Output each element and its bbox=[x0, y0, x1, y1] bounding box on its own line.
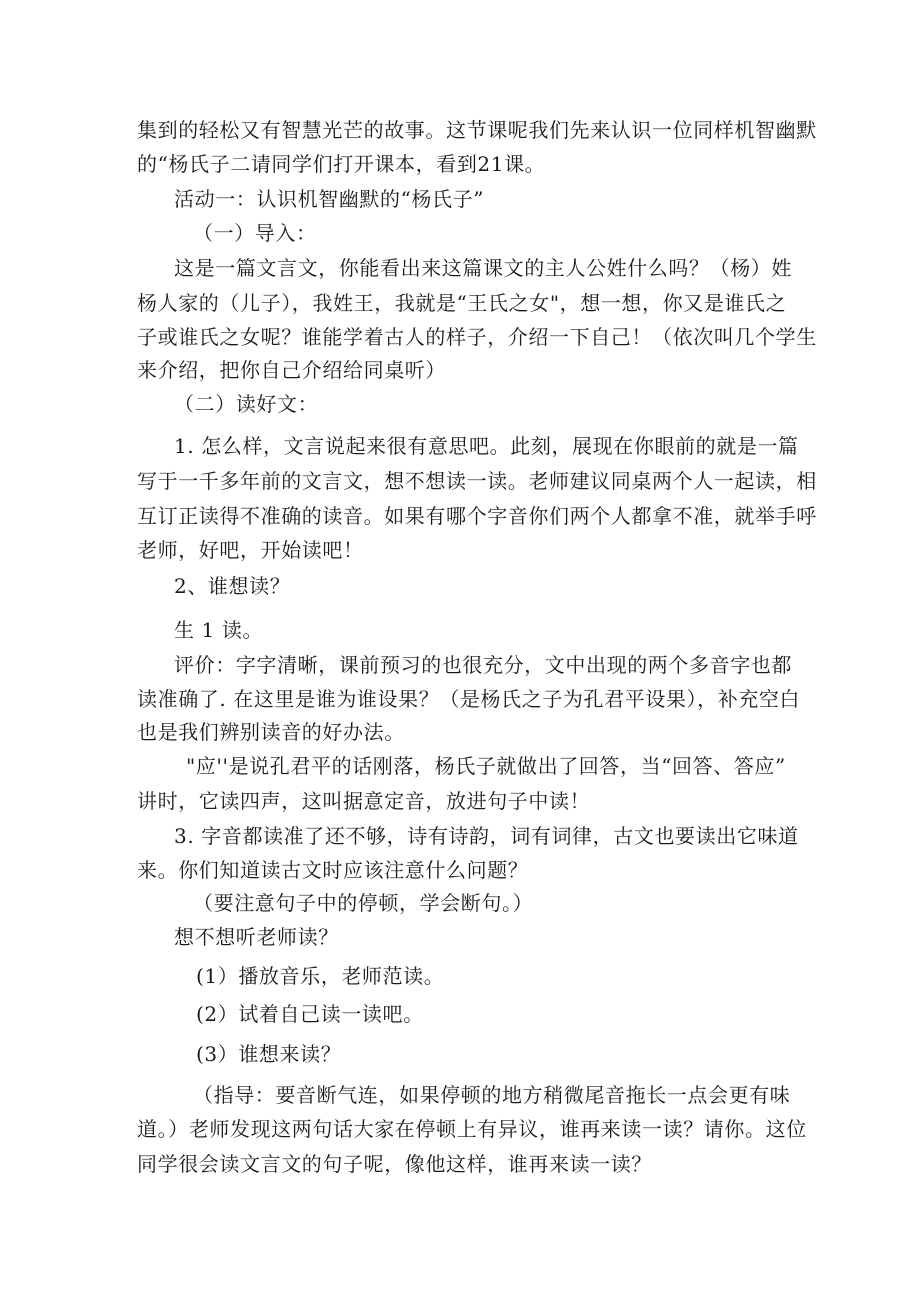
subsection-heading: （一）导入： bbox=[193, 221, 317, 245]
section-heading: 活动一：认识机智幽默的“杨氏子” bbox=[174, 187, 485, 211]
list-item: (3）谁想来读？ bbox=[196, 1042, 342, 1066]
text-line: 集到的轻松又有智慧光芒的故事。这节课呢我们先来认识一位同样机智幽默 bbox=[137, 118, 817, 142]
text-line: 来介绍，把你自己介绍给同桌听） bbox=[137, 358, 446, 382]
list-item: (1）播放音乐，老师范读。 bbox=[196, 964, 445, 988]
text-line: 道。）老师发现这两句话大家在停顿上有异议，谁再来读一读？请你。这位 bbox=[137, 1117, 807, 1141]
text-line: 讲时，它读四声，这叫据意定音，放进句子中读！ bbox=[137, 789, 591, 813]
text-line: 也是我们辨别读音的好办法。 bbox=[137, 720, 405, 744]
text-line: 子或谁氏之女呢？谁能学着古人的样子，介绍一下自己！（依次叫几个学生 bbox=[137, 325, 817, 349]
text-line: 老师，好吧，开始读吧！ bbox=[137, 538, 364, 562]
text-line: 生 1 读。 bbox=[174, 618, 264, 642]
text-line: 1. 怎么样，文言说起来很有意思吧。此刻，展现在你眼前的就是一篇 bbox=[174, 434, 799, 458]
text-line: 2、谁想读？ bbox=[174, 574, 291, 598]
text-line: 同学很会读文言文的句子呢，像他这样，谁再来读一读？ bbox=[137, 1152, 652, 1176]
text-line: 想不想听老师读？ bbox=[174, 925, 339, 949]
text-line: 写于一千多年前的文言文，想不想读一读。老师建议同桌两个人一起读，相 bbox=[137, 469, 817, 493]
text-line: 读准确了. 在这里是谁为谁设果？（是杨氏之子为孔君平设果），补充空白 bbox=[137, 687, 801, 711]
list-item: (2）试着自己读一读吧。 bbox=[196, 1002, 424, 1026]
text-line: 这是一篇文言文，你能看出来这篇课文的主人公姓什么吗？（杨）姓 bbox=[174, 256, 792, 280]
text-line: （指导：要音断气连，如果停顿的地方稍微尾音拖长一点会更有味 bbox=[193, 1083, 791, 1107]
text-line: 杨人家的（儿子），我姓王，我就是“王氏之女"，想一想，你又是谁氏之 bbox=[137, 291, 787, 315]
text-line: 互订正读得不准确的读音。如果有哪个字音你们两个人都拿不准，就举手呼 bbox=[137, 504, 817, 528]
text-line: 评价：字字清晰，课前预习的也很充分，文中出现的两个多音字也都 bbox=[174, 653, 792, 677]
text-line: "应''是说孔君平的话刚落，杨氏子就做出了回答，当“回答、答应” bbox=[186, 754, 786, 778]
text-line: 的“杨氏子二请同学们打开课本，看到21课。 bbox=[137, 152, 546, 176]
text-line: 来。你们知道读古文时应该注意什么问题？ bbox=[137, 858, 529, 882]
text-line: （要注意句子中的停顿，学会断句。） bbox=[193, 891, 534, 915]
subsection-heading: （二）读好文： bbox=[174, 392, 319, 416]
text-line: 3. 字音都读准了还不够，诗有诗韵，词有词律，古文也要读出它味道 bbox=[174, 824, 799, 848]
